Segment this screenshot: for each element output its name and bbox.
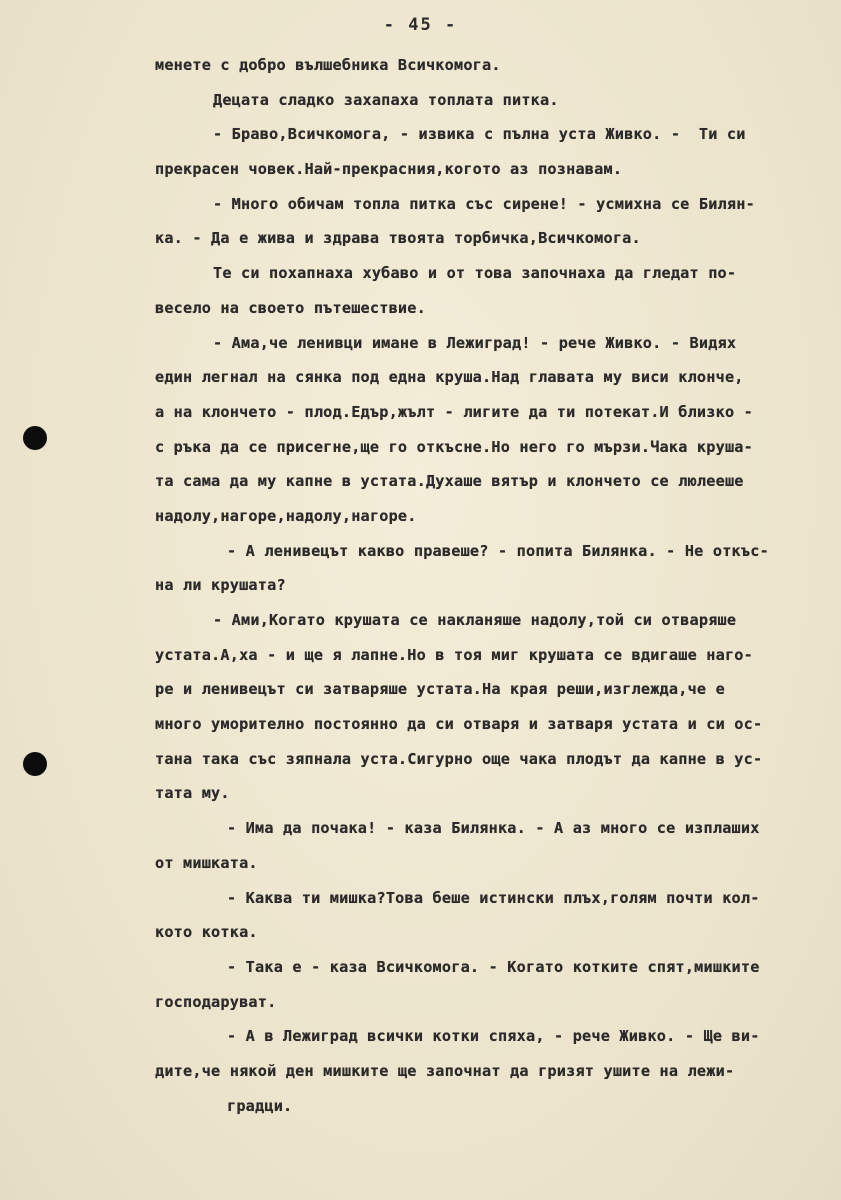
text-line: много уморително постоянно да си отваря и затваря устата и си ос- <box>155 715 763 734</box>
text-line: ре и ленивецът си затваряше устата.На края реши,изглежда,че е <box>155 680 725 699</box>
text-line: та сама да му капне в устата.Духаше вятър и клончето се люлееше <box>155 472 744 491</box>
punch-hole-icon <box>23 426 47 450</box>
text-line: господаруват. <box>155 992 277 1011</box>
text-line: устата.А,ха - и ще я лапне.Но в тоя миг крушата се вдигаше наго- <box>155 645 753 664</box>
text-line: весело на своето пътешествие. <box>155 298 426 317</box>
text-line: дите,че някой ден мишките ще започнат да гризят ушите на лежи- <box>155 1061 735 1080</box>
text-line: менете с добро вълшебника Всичкомога. <box>155 56 501 74</box>
text-line: - Ами,Когато крушата се накланяше надолу,той си отваряше <box>213 611 737 629</box>
text-line: а на клончето - плод.Едър,жълт - лигите да ти потекат.И близко - <box>155 402 753 421</box>
text-line: прекрасен човек.Най-прекрасния,когото аз познавам. <box>155 160 623 179</box>
text-line: надолу,нагоре,надолу,нагоре. <box>155 506 417 525</box>
text-line: - А ленивецът какво правеше? - попита Билянка. - Не откъс- <box>227 541 769 560</box>
page-number: - 45 - <box>383 15 458 35</box>
text-line: от мишката. <box>155 853 258 872</box>
text-line: с ръка да се присегне,ще го откъсне.Но него го мързи.Чака круша- <box>155 437 753 456</box>
text-line: градци. <box>227 1096 293 1115</box>
text-line: - Има да почака! - каза Билянка. - А аз много се изплаших <box>227 819 760 838</box>
text-line: - Каква ти мишка?Това беше истински плъх,голям почти кол- <box>227 888 760 907</box>
text-line: тата му. <box>155 784 230 803</box>
text-line: - Много обичам топла питка със сирене! - усмихна се Билян- <box>213 194 755 213</box>
text-line: един легнал на сянка под една круша.Над главата му виси клонче, <box>155 368 744 387</box>
text-line: Те си похапнаха хубаво и от това започнаха да гледат по- <box>213 264 737 283</box>
text-line: на ли крушата? <box>155 576 286 595</box>
punch-hole-icon <box>23 752 47 776</box>
text-line: ка. - Да е жива и здрава твоята торбичка,Всичкомога. <box>155 229 641 248</box>
body-text <box>155 48 835 1123</box>
text-line: - Ама,че ленивци имане в Лежиград! - рече Живко. - Видях <box>213 333 737 352</box>
text-line: Децата сладко захапаха топлата питка. <box>213 90 559 109</box>
text-line: - Браво,Всичкомога, - извика с пълна уста Живко. - Ти си <box>213 125 746 144</box>
text-line: тана така със зяпнала уста.Сигурно още чака плодът да капне в ус- <box>155 749 763 768</box>
text-line: - Така е - каза Всичкомога. - Когато котките спят,мишките <box>227 957 760 976</box>
text-line: - А в Лежиград всички котки спяха, - рече Живко. - Ще ви- <box>227 1027 760 1046</box>
text-line: кото котка. <box>155 923 258 942</box>
